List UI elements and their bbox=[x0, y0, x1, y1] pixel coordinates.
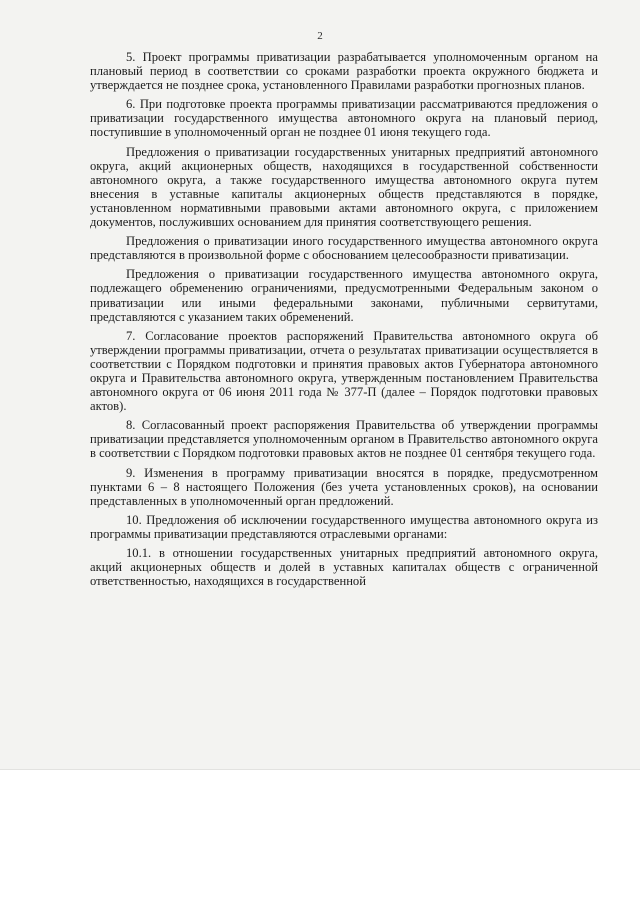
paragraph-6-encumbrances: Предложения о приватизации государственного имущества автономного округа, подлежащего обременению ограничениями, предусмотренными Федеральным законом о приватизации или иными федеральными законами, публичными сервитутами, представляются с указанием таких обременений. bbox=[90, 267, 598, 324]
paragraph-10: 10. Предложения об исключении государственного имущества автономного округа из программы приватизации представляются отраслевыми органами: bbox=[90, 512, 598, 541]
paragraph-5: 5. Проект программы приватизации разрабатывается уполномоченным органом на плановый период в соответствии со сроками разработки проекта окружного бюджета и утверждается не позднее срока, установленного Правилами разработки прогнозных планов. bbox=[90, 50, 598, 93]
paragraph-6-unitary-enterprises: Предложения о приватизации государственных унитарных предприятий автономного округа, акций акционерных обществ, находящихся в государственной собственности автономного округа, а также государственного имущества автономного округа путем внесения в уставные капиталы акционерных обществ представляются в порядке, установленном нормативными правовыми актами автономного округа, с приложением документов, послуживших основанием для принятия соответствующего решения. bbox=[90, 144, 598, 230]
page-number: 2 bbox=[317, 30, 323, 42]
document-body bbox=[90, 50, 598, 588]
paragraph-9: 9. Изменения в программу приватизации вносятся в порядке, предусмотренном пунктами 6 – 8 настоящего Положения (без учета установленных сроков), на основании представленных в уполномоченный орган предложений. bbox=[90, 465, 598, 508]
paragraph-10-1: 10.1. в отношении государственных унитарных предприятий автономного округа, акций акционерных обществ и долей в уставных капиталах обществ с ограниченной ответственностью, находящихся в государственной bbox=[90, 546, 598, 589]
paragraph-8: 8. Согласованный проект распоряжения Правительства об утверждении программы приватизации представляется уполномоченным органом в Правительство автономного округа в соответствии с Порядком подготовки правовых актов не позднее 01 сентября текущего года. bbox=[90, 418, 598, 461]
paragraph-7: 7. Согласование проектов распоряжений Правительства автономного округа об утверждении программы приватизации, отчета о результатах приватизации осуществляется в соответствии с Порядком подготовки и принятия правовых актов Губернатора автономного округа и Правительства автономного округа, утвержденным постановлением Правительства автономного округа от 06 июня 2011 года № 377-П (далее – Порядок подготовки правовых актов). bbox=[90, 328, 598, 414]
paragraph-6-other-property: Предложения о приватизации иного государственного имущества автономного округа представляются в произвольной форме с обоснованием целесообразности приватизации. bbox=[90, 234, 598, 263]
paragraph-6: 6. При подготовке проекта программы приватизации рассматриваются предложения о приватизации государственного имущества автономного округа на плановый период, поступившие в уполномоченный орган не позднее 01 июня текущего года. bbox=[90, 97, 598, 140]
